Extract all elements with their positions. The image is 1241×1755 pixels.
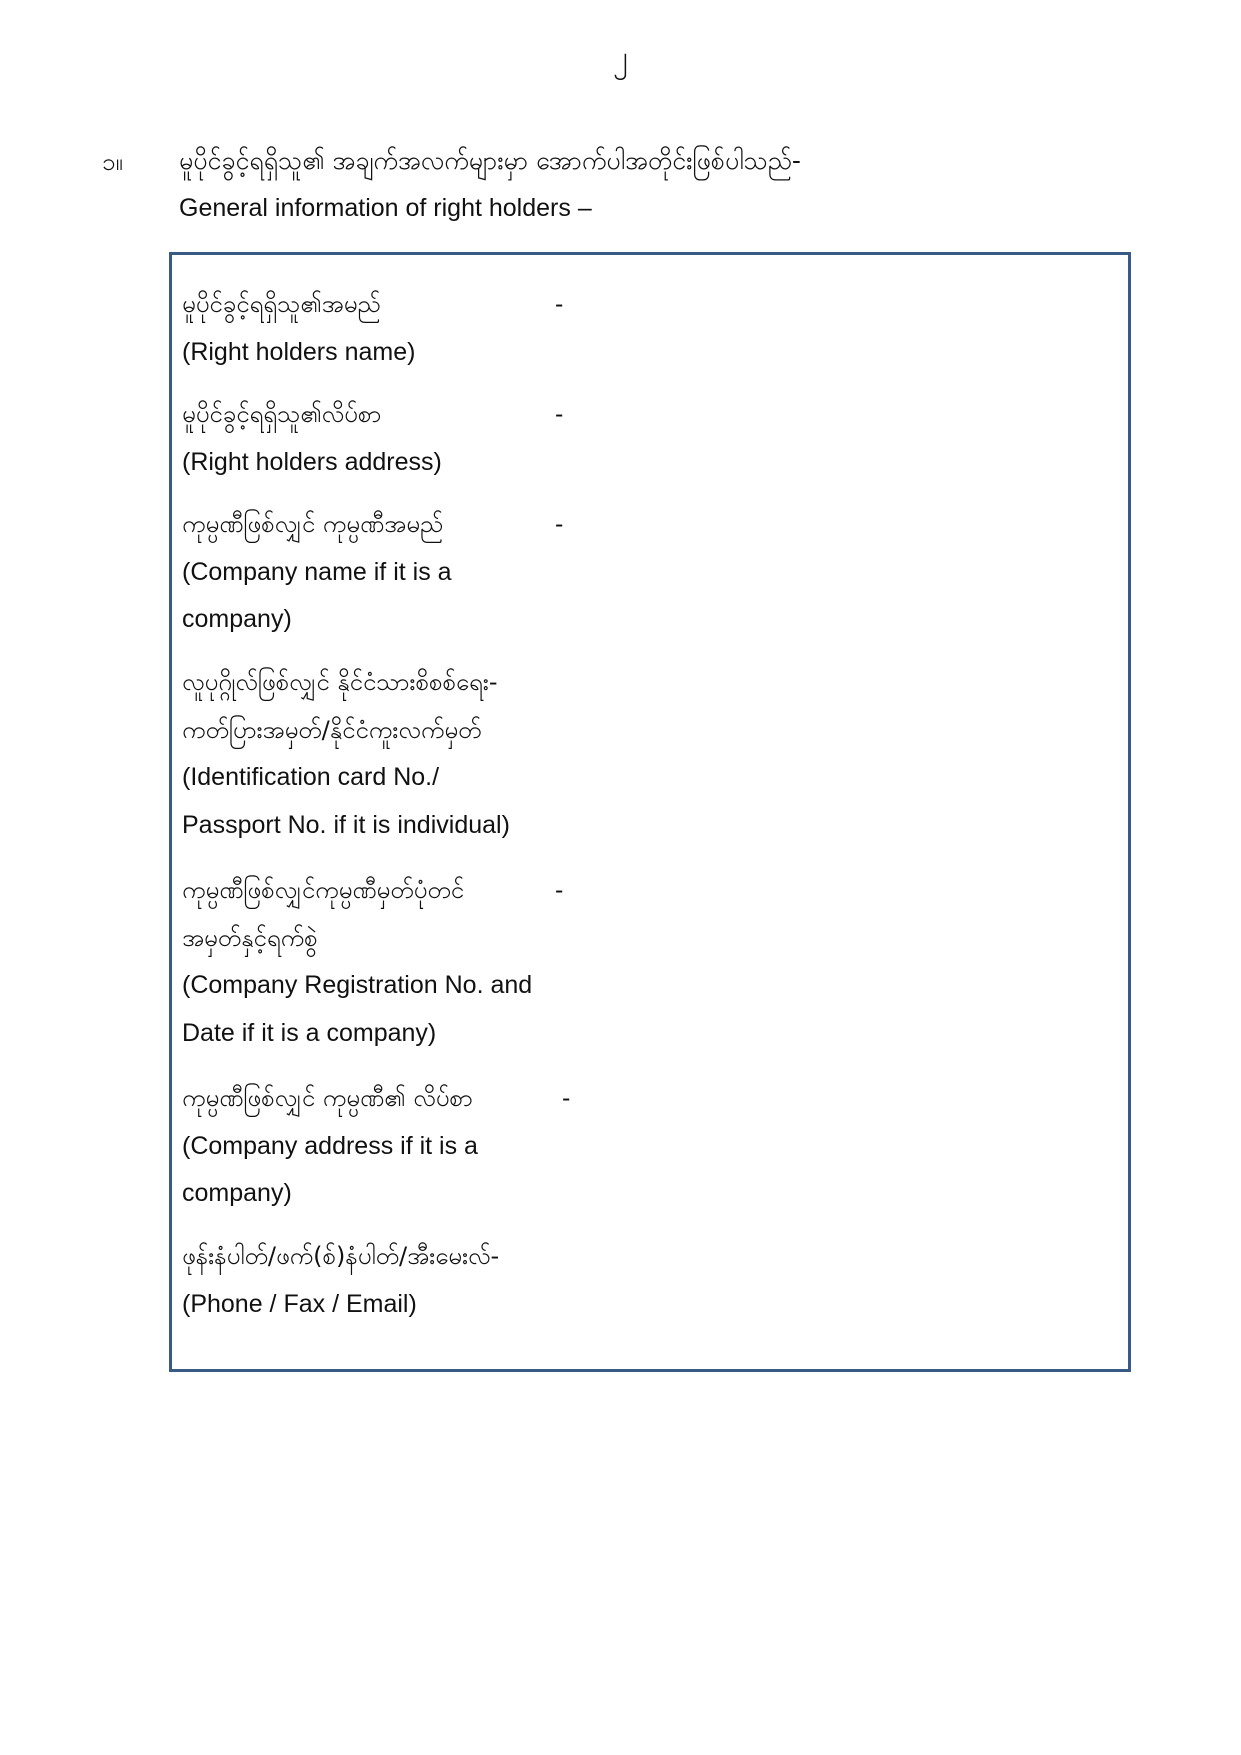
- label-myanmar: ဖုန်းနံပါတ်/ဖက်(စ်)နံပါတ်/အီးမေးလ်-: [182, 1242, 500, 1270]
- field-label: [182, 659, 562, 849]
- field-separator-dash: -: [555, 400, 564, 428]
- label-myanmar: အမှတ်နှင့်ရက်စွဲ: [182, 923, 318, 952]
- field-label: [182, 391, 562, 486]
- label-english: company): [182, 605, 292, 633]
- label-myanmar: ကတ်ပြားအမှတ်/နိုင်ငံကူးလက်မှတ်: [182, 715, 482, 744]
- label-english: (Phone / Fax / Email): [182, 1289, 417, 1318]
- label-english: (Right holders address): [182, 447, 442, 476]
- section-number: ၁။: [102, 148, 123, 176]
- section-title-myanmar: မူပိုင်ခွင့်ရရှိသူ၏ အချက်အလက်များမှာ အောက်ပါအတိုင်းဖြစ်ပါသည်-: [179, 146, 801, 175]
- label-myanmar: ကုမ္ပဏီဖြစ်လျှင် ကုမ္ပဏီအမည်: [182, 510, 444, 538]
- label-myanmar: မူပိုင်ခွင့်ရရှိသူ၏လိပ်စာ: [182, 400, 382, 428]
- right-holder-info-box: [169, 252, 1131, 1372]
- field-separator-dash: -: [562, 1084, 571, 1112]
- label-myanmar: လူပုဂ္ဂိုလ်ဖြစ်လျှင် နိုင်ငံသားစိစစ်ရေး-: [182, 668, 498, 696]
- field-label: [182, 501, 562, 644]
- label-english: (Company Registration No. and: [182, 971, 533, 999]
- label-english: (Identification card No./: [182, 763, 440, 791]
- label-english: Date if it is a company): [182, 1018, 437, 1047]
- label-english: (Right holders name): [182, 337, 416, 366]
- page-number: ၂: [613, 40, 628, 75]
- label-myanmar: ကုမ္ပဏီဖြစ်လျှင်ကုမ္ပဏီမှတ်ပုံတင်: [182, 876, 464, 904]
- label-english: (Company address if it is a: [182, 1131, 478, 1160]
- field-label: [182, 1075, 562, 1218]
- field-separator-dash: -: [555, 510, 564, 538]
- label-myanmar: မူပိုင်ခွင့်ရရှိသူ၏အမည်: [182, 290, 381, 318]
- label-myanmar: ကုမ္ပဏီဖြစ်လျှင် ကုမ္ပဏီ၏ လိပ်စာ: [182, 1084, 473, 1112]
- field-label: [182, 281, 562, 376]
- label-english: Passport No. if it is individual): [182, 810, 510, 839]
- field-label: [182, 1233, 562, 1328]
- field-separator-dash: -: [555, 876, 564, 904]
- field-label: [182, 867, 562, 1057]
- field-separator-dash: -: [555, 290, 564, 318]
- label-english: (Company name if it is a: [182, 557, 452, 586]
- label-english: company): [182, 1179, 292, 1207]
- section-title-english: General information of right holders –: [179, 194, 592, 222]
